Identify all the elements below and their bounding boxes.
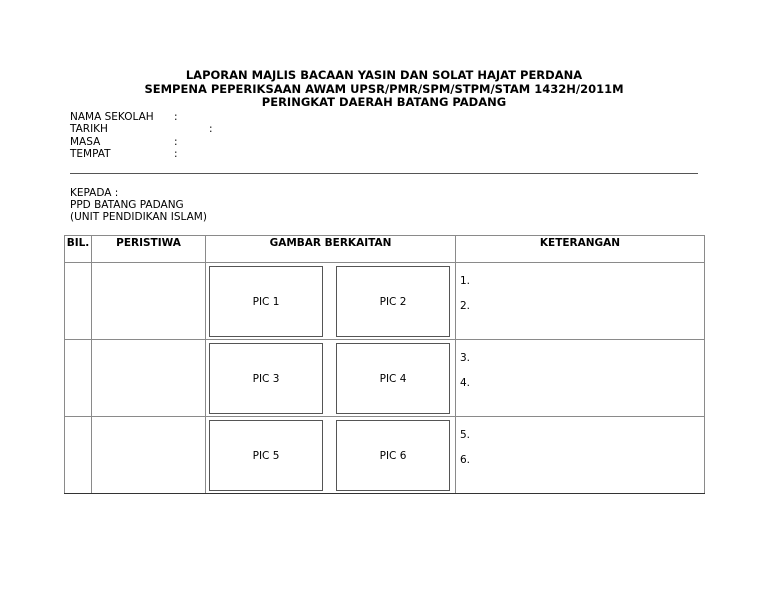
report-table: [64, 235, 705, 494]
bil-cell: [65, 417, 92, 494]
header-bil: BIL.: [65, 236, 92, 263]
table-header-row: [65, 236, 705, 263]
peristiwa-cell: [92, 340, 206, 417]
field-colon-masa: :: [174, 136, 178, 148]
keterangan-cell: [456, 417, 705, 494]
recipient-line-1: KEPADA :: [70, 187, 119, 199]
field-label-tempat: TEMPAT: [70, 148, 111, 160]
gambar-cell: [206, 340, 456, 417]
note-number: 6.: [460, 454, 471, 466]
note-number: 3.: [460, 352, 471, 364]
note-number: 4.: [460, 377, 471, 389]
note-number: 1.: [460, 275, 471, 287]
field-colon-tempat: :: [174, 148, 178, 160]
recipient-line-3: (UNIT PENDIDIKAN ISLAM): [70, 211, 207, 223]
note-number: 5.: [460, 429, 471, 441]
gambar-cell: [206, 263, 456, 340]
horizontal-divider: [70, 173, 698, 174]
picture-placeholder: PIC 2: [336, 266, 450, 337]
field-colon-nama-sekolah: :: [174, 111, 178, 123]
field-label-nama-sekolah: NAMA SEKOLAH: [70, 111, 154, 123]
picture-placeholder: PIC 3: [209, 343, 323, 414]
header-keterangan: KETERANGAN: [456, 236, 705, 263]
picture-placeholder: PIC 1: [209, 266, 323, 337]
picture-placeholder: PIC 5: [209, 420, 323, 491]
gambar-cell: [206, 417, 456, 494]
header-gambar-berkaitan: GAMBAR BERKAITAN: [206, 236, 456, 263]
table-row: [65, 263, 705, 340]
bil-cell: [65, 340, 92, 417]
picture-placeholder: PIC 6: [336, 420, 450, 491]
note-number: 2.: [460, 300, 471, 312]
keterangan-cell: [456, 263, 705, 340]
report-title-line-1: LAPORAN MAJLIS BACAAN YASIN DAN SOLAT HAJAT PERDANA: [185, 68, 583, 82]
peristiwa-cell: [92, 417, 206, 494]
report-title-line-3: PERINGKAT DAERAH BATANG PADANG: [261, 95, 507, 109]
keterangan-cell: [456, 340, 705, 417]
field-colon-tarikh: :: [209, 123, 213, 135]
header-peristiwa: PERISTIWA: [92, 236, 206, 263]
report-title-line-2: SEMPENA PEPERIKSAAN AWAM UPSR/PMR/SPM/STPM/STAM 1432H/2011M: [144, 82, 624, 96]
picture-placeholder: PIC 4: [336, 343, 450, 414]
recipient-line-2: PPD BATANG PADANG: [70, 199, 184, 211]
table-row: [65, 340, 705, 417]
peristiwa-cell: [92, 263, 206, 340]
table-row: [65, 417, 705, 494]
field-label-masa: MASA: [70, 136, 101, 148]
bil-cell: [65, 263, 92, 340]
field-label-tarikh: TARIKH: [70, 123, 108, 135]
